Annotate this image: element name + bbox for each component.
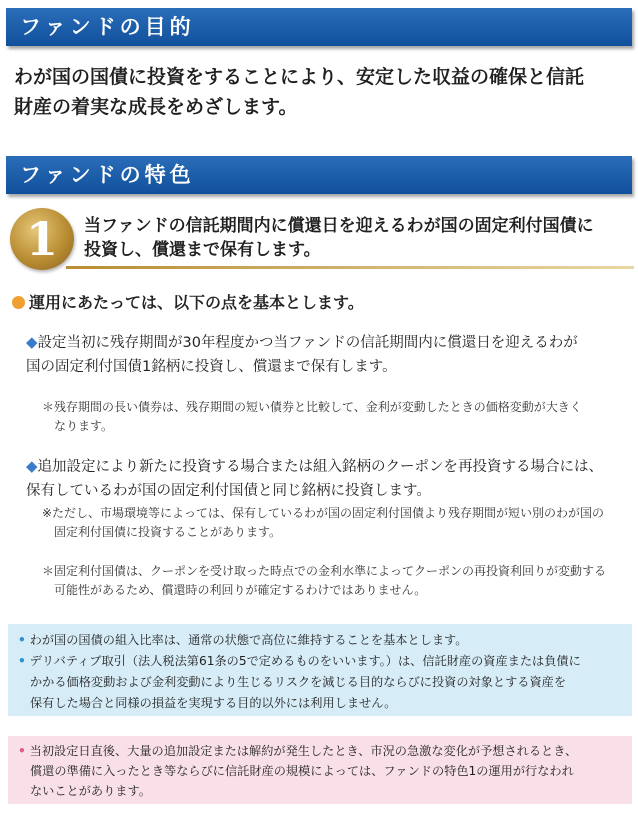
- limits-line-2: [18, 651, 622, 672]
- note-3-line-1: ＊固定利付国債は、クーポンを受け取った時点での金利水準によってクーポンの再投資利回りが変動する: [42, 564, 607, 578]
- feature-section-header: ファンドの特色: [6, 156, 632, 194]
- policy-item-2: [26, 454, 632, 503]
- purpose-line-1: わが国の国債に投資をすることにより、安定した収益の確保と信託: [14, 66, 585, 88]
- policy-item-2-line-2: 保有しているわが国の固定利付国債と同じ銘柄に投資します。: [26, 483, 431, 499]
- orange-circle-icon: [12, 296, 25, 309]
- note-2: [42, 504, 634, 542]
- note-1-line-1: ＊残存期間の長い債券は、残存期間の短い債券と比較して、金利が変動したときの価格変動が大きく: [42, 400, 582, 414]
- bullet-icon: •: [18, 654, 26, 668]
- limits-line-1: [18, 630, 622, 651]
- limits-line-2-text: デリバティブ取引（法人税法第61条の5で定めるものをいいます。）は、信託財産の資産または負債に: [29, 654, 581, 668]
- bullet-icon: •: [18, 744, 26, 758]
- purpose-text: [14, 62, 630, 122]
- note-1: [42, 398, 634, 436]
- bullet-icon: •: [18, 633, 26, 647]
- disclaimer-line-1-text: 当初設定日直後、大量の追加設定または解約が発生したとき、市況の急激な変化が予想されるとき、: [29, 744, 578, 758]
- diamond-icon: ◆: [26, 457, 38, 475]
- investment-limits-box: [8, 624, 632, 716]
- purpose-section-header: ファンドの目的: [6, 8, 632, 46]
- feature-1-text: [84, 214, 636, 262]
- feature-1-heading: [10, 208, 634, 268]
- disclaimer-line-1: [18, 741, 622, 761]
- note-2-line-1: ※ただし、市場環境等によっては、保有しているわが国の固定利付国債より残存期間が短い別のわが国の: [42, 506, 605, 520]
- basic-policy-heading: [12, 292, 622, 314]
- note-3-line-2: 可能性があるため、償還時の利回りが確定するわけではありません。: [54, 583, 427, 597]
- policy-item-2-line-1: 追加設定により新たに投資する場合または組入銘柄のクーポンを再投資する場合には、: [37, 459, 604, 475]
- limits-line-3: かかる価格変動および金利変動により生じるリスクを減じる目的ならびに投資の対象とする資産を: [30, 675, 567, 689]
- disclaimer-box: [8, 736, 632, 804]
- feature-number-badge: 1: [10, 208, 74, 270]
- policy-item-1-line-2: 国の固定利付国債1銘柄に投資し、償還まで保有します。: [26, 359, 397, 375]
- disclaimer-line-2: 償還の準備に入ったとき等ならびに信託財産の規模によっては、ファンドの特色1の運用が行なわれ: [30, 764, 574, 778]
- feature-1-line-1: 当ファンドの信託期間内に償還日を迎えるわが国の固定利付国債に: [84, 216, 594, 236]
- note-2-line-2: 固定利付国債に投資することがあります。: [54, 525, 282, 539]
- note-3: [42, 562, 634, 600]
- feature-underline: [66, 266, 634, 269]
- purpose-line-2: 財産の着実な成長をめざします。: [14, 96, 298, 118]
- policy-item-1-line-1: 設定当初に残存期間が30年程度かつ当ファンドの信託期間内に償還日を迎えるわが: [37, 335, 578, 351]
- feature-1-line-2: 投資し、償還まで保有します。: [84, 240, 321, 260]
- basic-policy-text: 運用にあたっては、以下の点を基本とします。: [29, 293, 364, 312]
- note-1-line-2: なります。: [54, 419, 114, 433]
- limits-line-4: 保有した場合と同様の損益を実現する目的以外には利用しません。: [30, 696, 397, 710]
- limits-line-1-text: わが国の国債の組入比率は、通常の状態で高位に維持することを基本とします。: [29, 633, 468, 647]
- disclaimer-line-3: ないことがあります。: [30, 784, 151, 798]
- diamond-icon: ◆: [26, 333, 38, 351]
- policy-item-1: [26, 330, 632, 379]
